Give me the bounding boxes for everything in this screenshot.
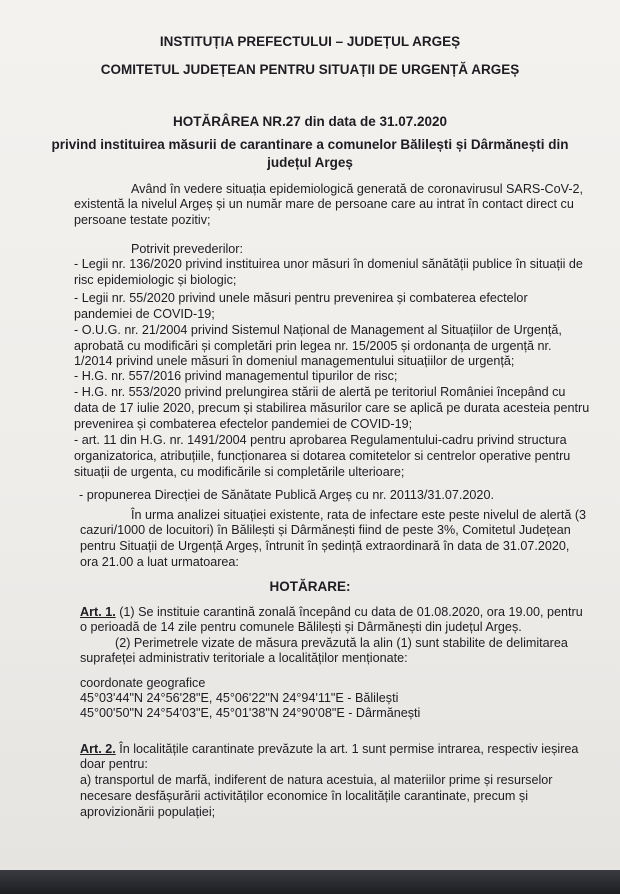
preamble-line3: persoane testate pozitiv; — [74, 213, 211, 227]
provisions-line: - H.G. nr. 553/2020 privind prelungirea stării de alertă pe teritoriul României începând cu — [74, 385, 566, 399]
provisions-line: - H.G. nr. 557/2016 privind managementul tipurilor de risc; — [74, 369, 398, 383]
provisions-line: organizatorica, atribuțiile, funcționarea si dotarea comitetelor si centrelor operative pentru — [74, 449, 571, 463]
art2-line1 — [80, 741, 605, 757]
provisions-line: - art. 11 din H.G. nr. 1491/2004 pentru aprobarea Regulamentului-cadru privind structura — [74, 433, 567, 447]
provisions-line: - Legii nr. 55/2020 privind unele măsuri pentru prevenirea și combaterea efectelor — [74, 291, 528, 305]
committee-header: COMITETUL JUDEȚEAN PENTRU SITUAȚII DE URGENȚĂ ARGEȘ — [100, 62, 520, 77]
analysis-line2: cazuri/1000 de locuitori) în Bălilești și Dârmănești fiind de peste 3%, Comitetul Județean — [80, 523, 571, 537]
provisions-intro: Potrivit prevederilor: — [131, 242, 243, 256]
decision-subtitle-line2: județul Argeș — [267, 155, 353, 170]
art1-p2-line1: (2) Perimetrele vizate de măsura prevăzută la alin (1) sunt stabilite de delimitarea — [115, 636, 568, 650]
background-surface — [0, 870, 620, 894]
provisions-line: prevenirea și combaterea efectelor pandemiei de COVID-19; — [74, 417, 413, 431]
art1-line1 — [80, 604, 605, 620]
art1-label: Art. 1. — [80, 605, 116, 619]
analysis-line1: În urma analizei situației existente, rata de infectare este peste nivelul de alertă (3 — [131, 508, 587, 522]
provisions-line: data de 17 iulie 2020, precum și stabilirea măsurilor care se aplică pe durata acesteia pentru — [74, 401, 590, 415]
provisions-line: pandemiei de COVID-19; — [74, 307, 215, 321]
institution-header: INSTITUȚIA PREFECTULUI – JUDEȚUL ARGEȘ — [159, 34, 461, 49]
art2-line5: aprovizionării populației; — [80, 805, 216, 819]
provisions-line: risc epidemiologic și biologic; — [74, 273, 237, 287]
preamble-line1: Având în vedere situația epidemiologică generată de coronavirusul SARS-CoV-2, — [131, 182, 584, 196]
preamble-line2: existentă la nivelul Argeș și un număr mare de persoane care au intrat în contact direct cu — [74, 197, 574, 211]
art1-text: (1) Se instituie carantină zonală începând cu data de 01.08.2020, ora 19.00, pentru — [115, 605, 583, 619]
proposal-line: - propunerea Direcției de Sănătate Publică Argeș cu nr. 20113/31.07.2020. — [79, 488, 494, 502]
provisions-line: 1/2014 privind unele măsuri în domeniul managementului situațiilor de urgență; — [74, 354, 515, 368]
art1-p2-line2: suprafeței administrativ teritoriale a localităților menționate: — [80, 651, 408, 665]
art2-label: Art. 2. — [80, 742, 116, 756]
provisions-line: - O.U.G. nr. 21/2004 privind Sistemul Național de Management al Situațiilor de Urgență, — [74, 323, 562, 337]
coords-line1: 45°03'44"N 24°56'28"E, 45°06'22"N 24°94'11"E - Bălilești — [80, 691, 399, 705]
analysis-line3: pentru Situații de Urgență Argeș, întrunit în ședință extraordinară în data de 31.07.2020, — [80, 539, 570, 553]
art2-line2: doar pentru: — [80, 757, 148, 771]
analysis-line4: ora 21.00 a luat urmatoarea: — [80, 555, 239, 569]
provisions-line: aprobată cu modificări și completări prin legea nr. 15/2005 și ordonanța de urgență nr. — [74, 339, 552, 353]
coords-heading: coordonate geografice — [80, 676, 206, 690]
provisions-line: situații de urgenta, cu modificările si completările ulterioare; — [74, 465, 405, 479]
art1-line2: o perioadă de 14 zile pentru comunele Bălilești și Dârmănești din județul Argeș. — [80, 620, 522, 634]
decision-subtitle-line1: privind instituirea măsurii de carantinare a comunelor Bălilești și Dârmănești din — [51, 137, 569, 152]
art2-text: În localitățile carantinate prevăzute la art. 1 sunt permise intrarea, respectiv ieșirea — [115, 742, 579, 756]
art2-line4: necesare desfășurării activităților economice în localitățile carantinate, precum și — [80, 789, 528, 803]
coords-line2: 45°00'50"N 24°54'03"E, 45°01'38"N 24°90'08"E - Dârmănești — [80, 706, 421, 720]
decision-title: HOTĂRÂREA NR.27 din data de 31.07.2020 — [172, 114, 448, 129]
art2-line3: a) transportul de marfă, indiferent de natura acestuia, al materiilor prime și resurselor — [80, 773, 553, 787]
provisions-line: - Legii nr. 136/2020 privind instituirea unor măsuri în domeniul sănătății publice în situații de — [74, 257, 583, 271]
hotarare-heading: HOTĂRARE: — [269, 579, 351, 594]
